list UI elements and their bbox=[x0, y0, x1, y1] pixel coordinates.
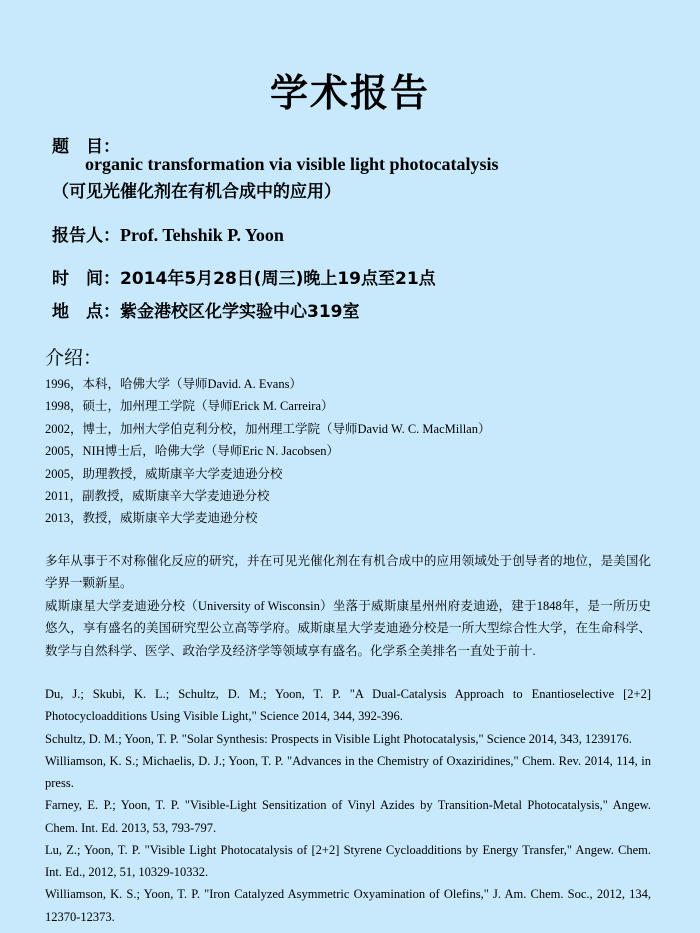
description-paragraph: 威斯康星大学麦迪逊分校（University of Wisconsin）坐落于威斯康星州州府麦迪逊，建于1848年，是一所历史悠久，享有盛名的美国研究型公立高等学府。威斯康星大学麦迪逊分校是一所大型综合性大学，在生命科学、数学与自然科学、医学、政治学及经济学等领域享有盛名。化学系全美排名一直处于前十. bbox=[45, 598, 651, 658]
reference-item: Lu, Z.; Yoon, T. P. "Visible Light Photocatalysis of [2+2] Styrene Cycloadditions by Energy Transfer," Angew. Chem. Int. Ed., 2012, 51, 10329-10332. bbox=[45, 842, 651, 879]
bio-item: 2005，助理教授，威斯康辛大学麦迪逊分校 bbox=[45, 466, 283, 481]
reference-item: Schultz, D. M.; Yoon, T. P. "Solar Synthesis: Prospects in Visible Light Photocatalysis," Science 2014, 343, 1239176. bbox=[45, 731, 632, 746]
bio-item: 2011，副教授，威斯康辛大学麦迪逊分校 bbox=[45, 489, 270, 504]
bio-item: 2002，博士，加州大学伯克利分校，加州理工学院（导师David W. C. MacMillan） bbox=[45, 421, 491, 436]
references bbox=[45, 683, 651, 928]
time-label: 时 间： bbox=[52, 269, 120, 289]
bio-item: 1996，本科，哈佛大学（导师David. A. Evans） bbox=[45, 377, 302, 391]
reference-item: Williamson, K. S.; Michaelis, D. J.; Yoon, T. P. "Advances in the Chemistry of Oxaziridines," Chem. Rev. 2014, 114, in press. bbox=[45, 753, 651, 790]
topic-label: 题 目： bbox=[52, 137, 120, 157]
place-label: 地 点： bbox=[52, 302, 120, 322]
bio-item: 1998，硕士，加州理工学院（导师Erick M. Carreira） bbox=[45, 399, 334, 414]
bio-item: 2013，教授，威斯康辛大学麦迪逊分校 bbox=[45, 511, 258, 526]
reference-item: Farney, E. P.; Yoon, T. P. "Visible-Light Sensitization of Vinyl Azides by Transition-Metal Photocatalysis," Angew. Chem. Int. Ed. 2013, 53, 793-797. bbox=[45, 798, 651, 835]
intro-heading: 介绍： bbox=[45, 347, 103, 369]
reference-item: Du, J.; Skubi, K. L.; Schultz, D. M.; Yoon, T. P. "A Dual-Catalysis Approach to Enantioselective [2+2] Photocycloadditions Using Visible Light," Science 2014, 344, 392-396. bbox=[45, 687, 651, 724]
time-value: 2014年5月28日(周三)晚上19点至21点 bbox=[120, 269, 436, 289]
speaker-name: Prof. Tehshik P. Yoon bbox=[120, 225, 284, 245]
reference-item: Williamson, K. S.; Yoon, T. P. "Iron Catalyzed Asymmetric Oxyamination of Olefins," J. Am. Chem. Soc., 2012, 134, 12370-12373. bbox=[45, 887, 651, 924]
place-row bbox=[52, 297, 360, 322]
description bbox=[45, 550, 651, 662]
page-title: 学术报告 bbox=[269, 71, 430, 115]
bio-list bbox=[45, 373, 490, 530]
description-paragraph: 多年从事于不对称催化反应的研究，并在可见光催化剂在有机合成中的应用领域处于创导者的地位，是美国化学界一颗新星。 bbox=[45, 554, 651, 591]
place-value: 紫金港校区化学实验中心319室 bbox=[120, 302, 360, 322]
speaker-label: 报告人： bbox=[52, 226, 120, 246]
topic-english: organic transformation via visible light photocatalysis bbox=[85, 154, 499, 174]
bio-item: 2005，NIH博士后，哈佛大学（导师Eric N. Jacobsen） bbox=[45, 444, 340, 459]
topic-chinese: （可见光催化剂在有机合成中的应用） bbox=[52, 182, 341, 202]
time-row bbox=[52, 264, 436, 289]
speaker-row bbox=[52, 221, 284, 246]
